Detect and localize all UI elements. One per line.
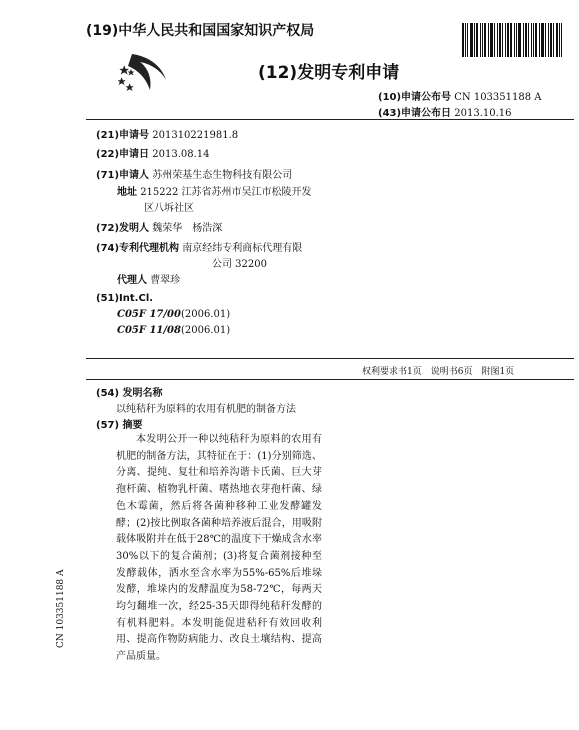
applicant [96, 166, 292, 181]
application-date-label: (22)申请日 [96, 149, 150, 160]
barcode-stripe [516, 23, 517, 57]
barcode-stripe [556, 23, 558, 57]
barcode-stripe [550, 23, 552, 57]
barcode-stripe [548, 23, 549, 57]
ipc-class-1-version: (2006.01) [180, 309, 231, 320]
address-label: 地址 [117, 187, 137, 198]
application-date-value: 2013.08.14 [152, 149, 210, 160]
inventors [96, 219, 222, 234]
pages-summary: 权利要求书1页 说明书6页 附图1页 [362, 367, 515, 377]
publication-date-value: 2013.10.16 [454, 108, 512, 119]
barcode-stripe [490, 23, 493, 57]
barcode-stripe [488, 23, 489, 57]
barcode-stripe [467, 23, 468, 57]
address-line2: 区八坼社区 [144, 203, 194, 214]
application-number-label: (21)申请号 [96, 130, 150, 141]
barcode-stripe [510, 23, 512, 57]
cnipa-emblem-icon [118, 50, 170, 98]
patent-agency-line2: 公司 32200 [212, 259, 267, 270]
barcode-stripe [476, 23, 478, 57]
barcode-stripe [482, 23, 483, 57]
barcode-stripe [523, 23, 524, 57]
barcode-stripe [499, 23, 501, 57]
barcode-stripe [535, 23, 537, 57]
inventors-value: 魏荣华 杨浩深 [152, 223, 223, 234]
barcode-stripe [494, 23, 495, 57]
barcode-stripe [525, 23, 527, 57]
barcode-stripe [465, 23, 466, 57]
header-divider [86, 119, 574, 120]
ipc-class-1-code: C05F 17/00 [117, 309, 181, 320]
barcode-stripe [528, 23, 529, 57]
publication-date-label: (43)申请公布日 [378, 108, 452, 119]
barcode-stripe [502, 23, 503, 57]
abstract-text: 本发明公开一种以纯秸秆为原料的农用有机肥的制备方法，其特征在于：(1)分别筛选、分离、提纯、复壮和培养沟谐卡氏菌、巨大芽孢杆菌、植物乳杆菌、嗜热地衣芽孢杆菌、绿色木霉菌，然后将各菌种移种工业发酵罐发酵；(2)按比例取各菌种培养液后混合，用吸附载体吸附并在低于28℃的温度下干燥成含水率30%以下的复合菌剂；(3)将复合菌剂接种至发酵载体，洒水至含水率为55%-65%后堆垛发酵，堆垛内的发酵温度为58-72℃，每两天均匀翻堆一次，经25-35天即得纯秸秆发酵的有机料肥料。本发明能促进秸秆有效回收利用、提高作物防病能力、改良土壤结构、提高产品质量。 [116, 434, 322, 663]
patent-agency [96, 239, 302, 254]
ipc-class-2-code: C05F 11/08 [117, 325, 181, 336]
int-cl-label: (51)Int.Cl. [96, 293, 154, 304]
ipc-class-2-version: (2006.01) [180, 325, 231, 336]
agent-value: 曹翠珍 [150, 275, 181, 286]
barcode-stripe [561, 23, 562, 57]
pages-divider-top [86, 358, 574, 359]
application-date [96, 145, 210, 160]
barcode-stripe [518, 23, 521, 57]
publication-date [378, 104, 512, 119]
invention-name: 以纯秸秆为原料的农用有机肥的制备方法 [116, 404, 296, 415]
barcode-stripe [480, 23, 481, 57]
ipc-class-2 [117, 325, 230, 336]
applicant-label: (71)申请人 [96, 170, 150, 181]
application-number-value: 201310221981.8 [152, 130, 239, 141]
barcode-stripe [462, 23, 464, 57]
barcode-stripe [559, 23, 560, 57]
barcode-stripe [553, 23, 554, 57]
side-publication-number: CN 103351188 A [56, 569, 66, 648]
patent-agency-line1: 南京经纬专利商标代理有限 [182, 243, 303, 254]
ipc-class-1 [117, 309, 230, 320]
address [117, 183, 312, 198]
barcode-stripe [505, 23, 506, 57]
publication-number-label: (10)申请公布号 [378, 92, 452, 103]
document-type-title: (12)发明专利申请 [258, 63, 400, 83]
pages-divider-bottom [86, 379, 574, 380]
invention-name-label: (54) 发明名称 [96, 388, 163, 399]
barcode-stripe [507, 23, 509, 57]
abstract-label: (57) 摘要 [96, 420, 143, 431]
publication-number-value: CN 103351188 A [454, 92, 542, 103]
barcode-stripe [484, 23, 486, 57]
barcode-stripe [514, 23, 515, 57]
barcode-stripe [497, 23, 498, 57]
application-number [96, 126, 238, 141]
barcode-stripe [531, 23, 532, 57]
barcode-stripe [541, 23, 544, 57]
barcode-stripe [474, 23, 475, 57]
patent-agency-label: (74)专利代理机构 [96, 243, 180, 254]
agent-label: 代理人 [117, 275, 147, 286]
barcode-stripe [539, 23, 540, 57]
agent [117, 271, 180, 286]
barcode-stripe [470, 23, 473, 57]
barcode [462, 23, 570, 57]
barcode-stripe [545, 23, 546, 57]
applicant-value: 苏州荣基生态生物科技有限公司 [152, 170, 293, 181]
publication-number [378, 88, 542, 103]
barcode-stripe [533, 23, 534, 57]
address-line1: 215222 江苏省苏州市吴江市松陵开发 [140, 187, 312, 198]
inventors-label: (72)发明人 [96, 223, 150, 234]
patent-office-name: (19)中华人民共和国国家知识产权局 [86, 23, 315, 39]
